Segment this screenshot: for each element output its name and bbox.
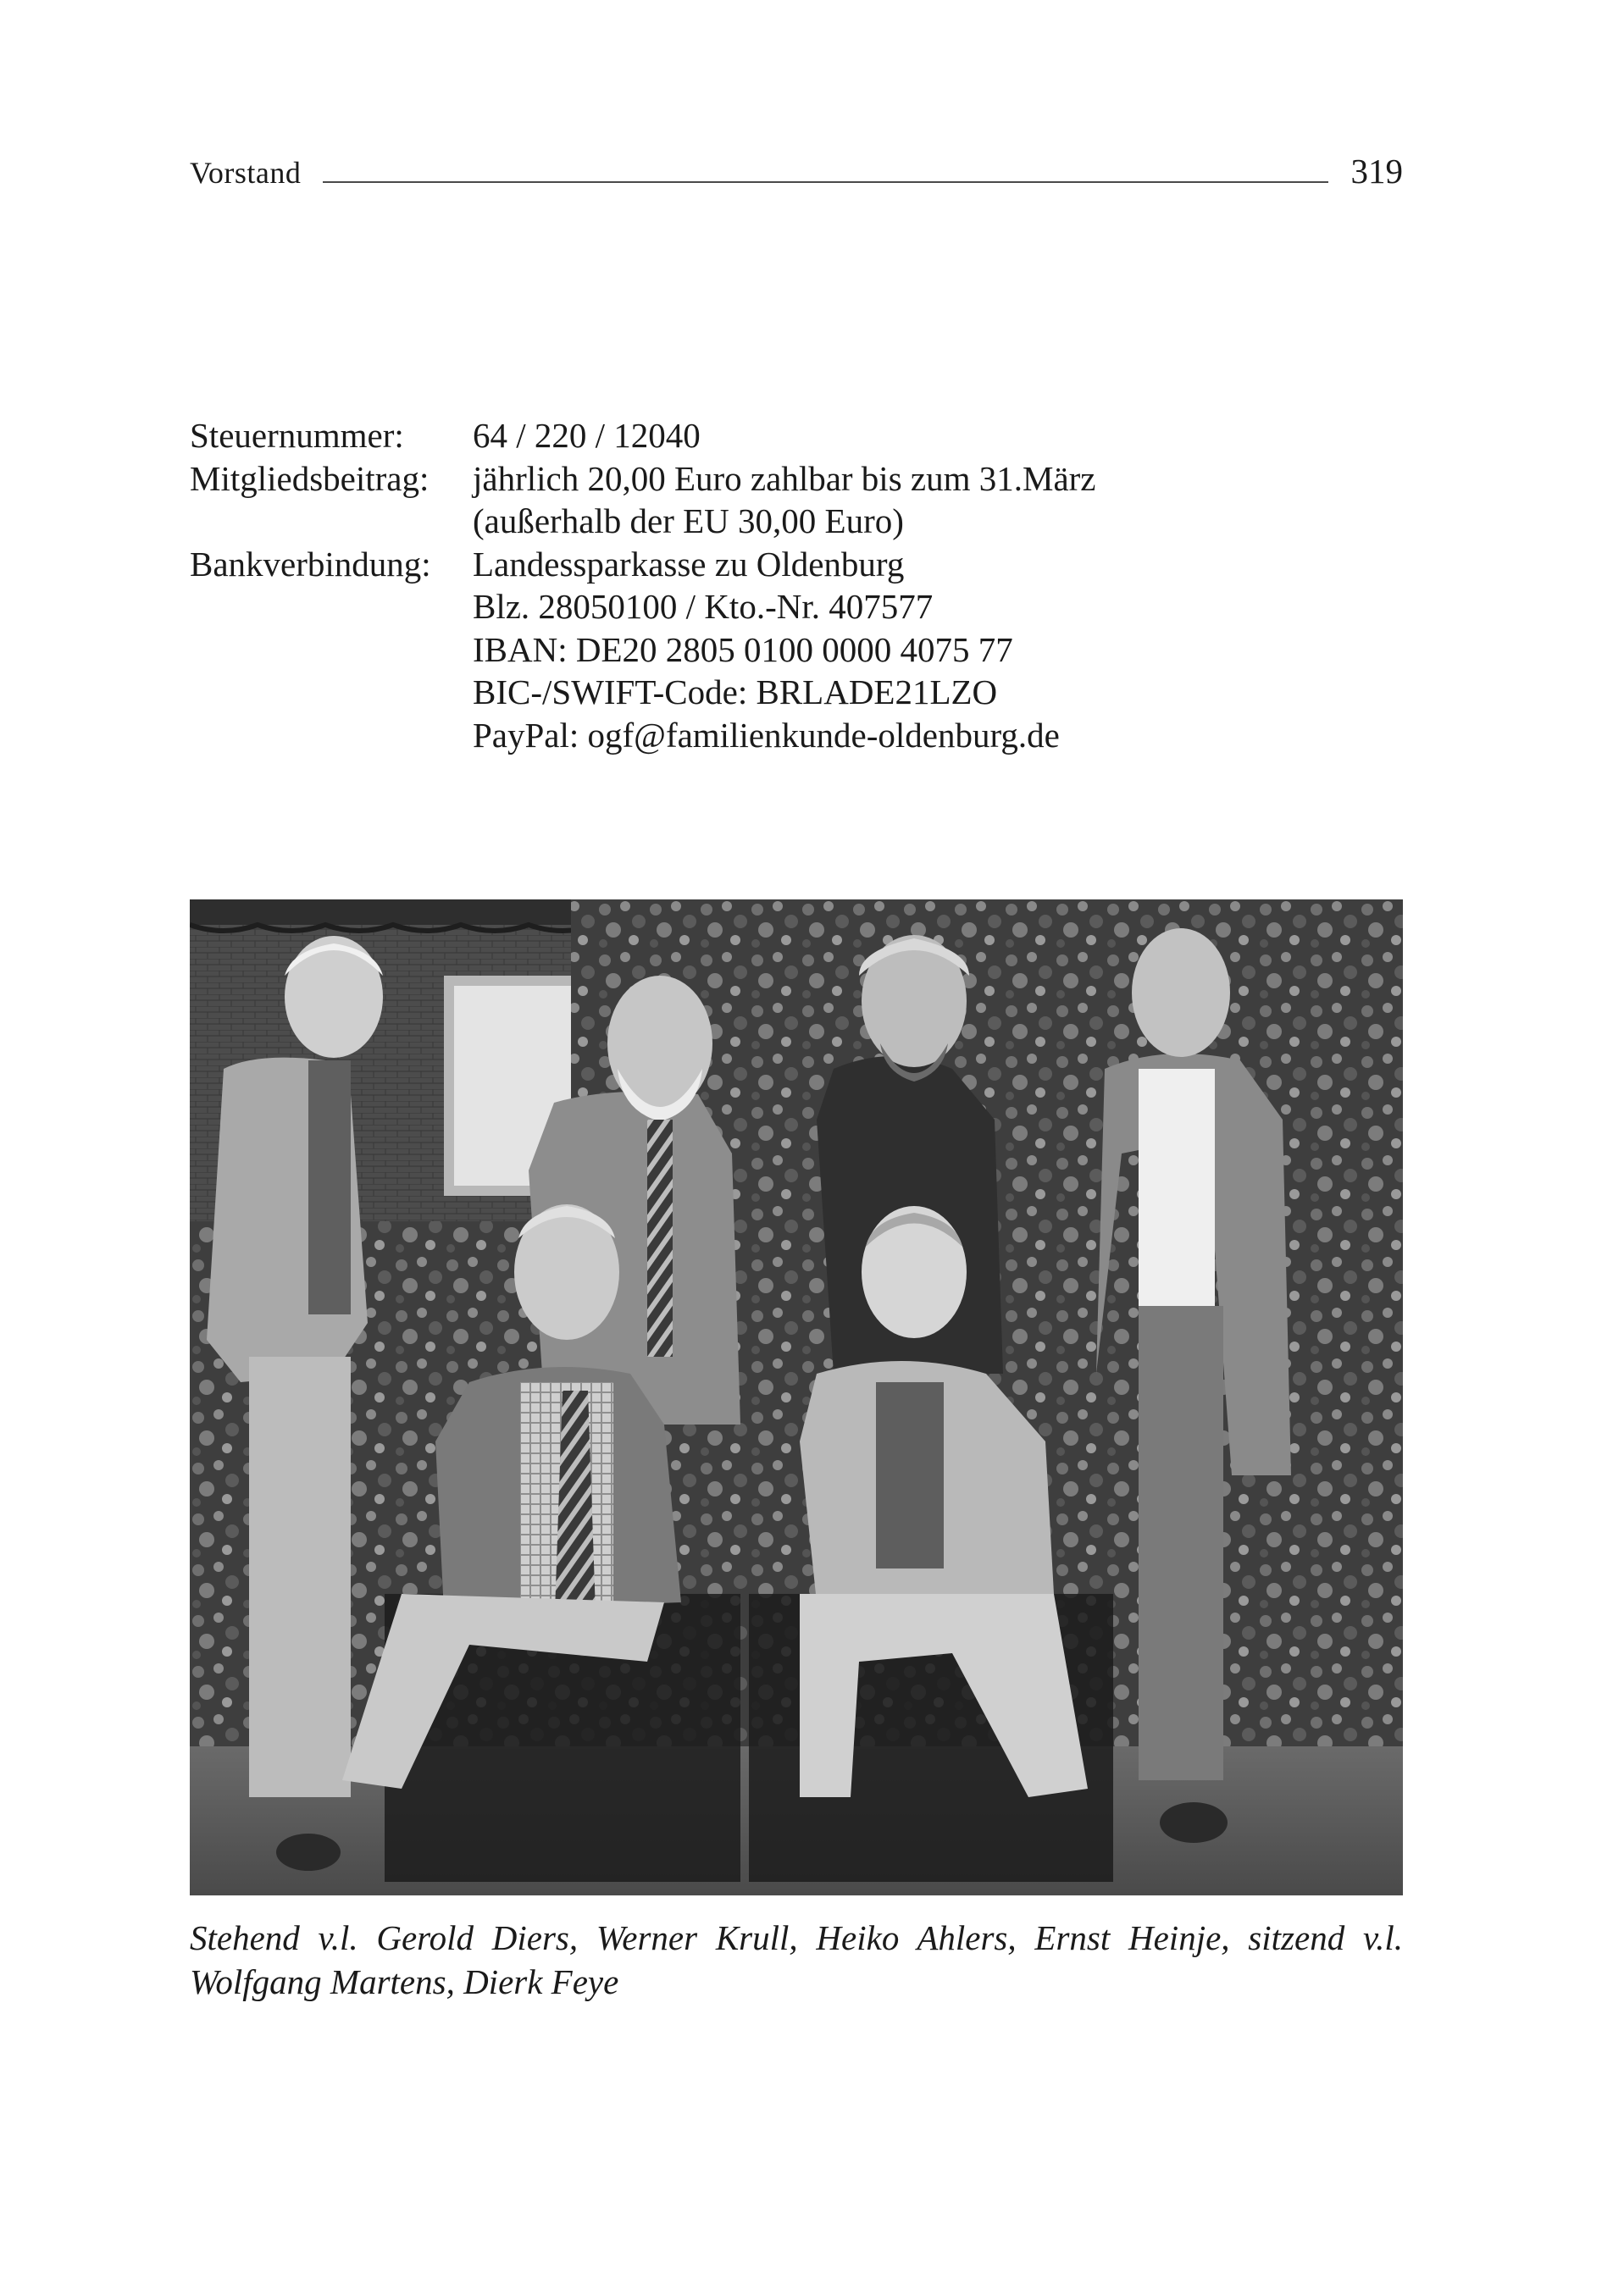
page-number: 319 <box>1350 152 1403 191</box>
membership-fee-line: (außerhalb der EU 30,00 Euro) <box>473 501 904 540</box>
tax-number-label: Steuernummer: <box>190 416 404 455</box>
bank-details-label: Bankverbindung: <box>190 544 431 584</box>
paypal-address: PayPal: ogf@familienkunde-oldenburg.de <box>473 715 1060 755</box>
bank-details-row <box>190 543 1403 757</box>
bank-iban: IBAN: DE20 2805 0100 0000 4075 77 <box>473 629 1013 669</box>
bank-bic: BIC-/SWIFT-Code: BRLADE21LZO <box>473 672 998 711</box>
bank-details-values <box>473 543 1403 757</box>
membership-fee-row <box>190 457 1403 543</box>
group-photo <box>190 899 1403 1895</box>
group-photo-illustration <box>190 899 1403 1895</box>
membership-fee-line: jährlich 20,00 Euro zahlbar bis zum 31.März <box>473 458 1096 498</box>
association-info <box>190 414 1403 756</box>
tax-number-values <box>473 414 1403 457</box>
bank-name: Landessparkasse zu Oldenburg <box>473 544 905 584</box>
bank-account: Blz. 28050100 / Kto.-Nr. 407577 <box>473 587 934 626</box>
membership-fee-label: Mitgliedsbeitrag: <box>190 458 430 498</box>
header-rule <box>323 181 1328 183</box>
photo-caption: Stehend v.l. Gerold Diers, Werner Krull, Heiko Ahlers, Ernst Heinje, sitzend v.l. Wolfgang Martens, Dierk Feye <box>190 1918 1403 2001</box>
tax-number-value: 64 / 220 / 12040 <box>473 416 701 455</box>
running-header <box>190 151 1403 198</box>
tax-number-row <box>190 414 1403 457</box>
membership-fee-values <box>473 457 1403 543</box>
section-title: Vorstand <box>190 156 302 190</box>
